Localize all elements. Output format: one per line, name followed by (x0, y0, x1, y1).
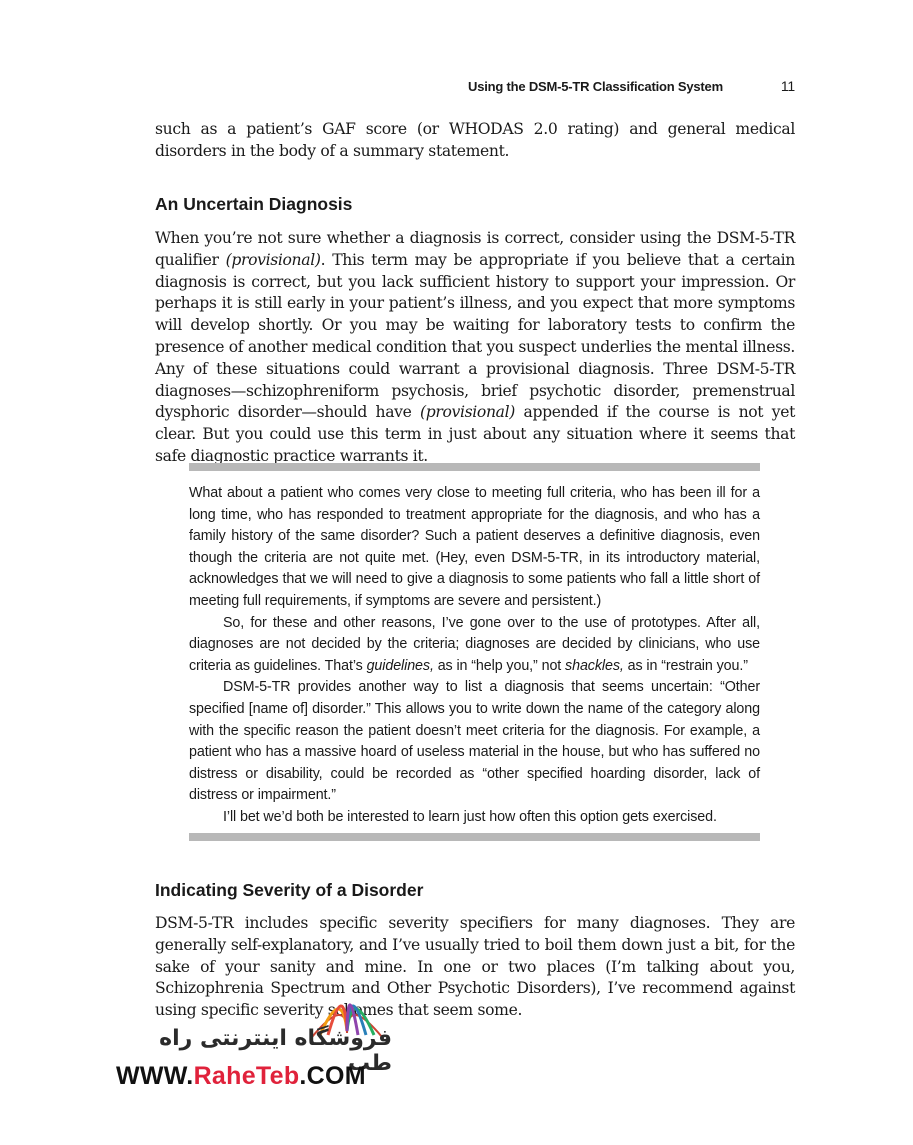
box-paragraph-3: DSM-5-TR provides another way to list a diagnosis that seems uncertain: “Other specified [name of] disorder.” This allows you to write down the name of the category along with the specific reason the patient doesn’t meet criteria for the diagnosis. For example, a patient who has a massive hoard of useless material in the house, but who has suffered no distress or disability, could be recorded as “other specified hoarding disorder, lack of distress or impairment.” (189, 679, 760, 804)
intro-paragraph: such as a patient’s GAF score (or WHODAS 2.0 rating) and general medical disorders in the body of a summary statement. (155, 120, 795, 160)
url-suffix: .COM (299, 1062, 366, 1090)
emphasis-guidelines: guidelines, (366, 657, 434, 674)
box-paragraph-1: What about a patient who comes very close to meeting full criteria, who has been ill for a long time, who has responded to treatment appropriate for the diagnosis, and who has a family history of the same disorder? Such a patient deserves a definitive diagnosis, even though the criteria are not quite met. (Hey, even DSM-5-TR, in its introductory material, acknowledges that we will need to give a diagnosis to some patients who fall a little short of meeting full requirements, if symptoms are severe and persistent.) (189, 485, 760, 609)
text-run: When you’re not sure whether a diagnosis is correct, consider using the DSM-5-TR qualifier (155, 229, 795, 269)
box-paragraph-2 (189, 613, 760, 678)
severity-paragraph: DSM-5-TR includes specific severity specifiers for many diagnoses. They are generally self-explanatory, and I’ve usually tried to boil them down just a bit, for the sake of your sanity and mine. In one or two places (I’m talking about you, Schizophrenia Spectrum and Other Psychotic Disorders), I’ve recommend against using specific severity schemes that seem some. (155, 914, 795, 1020)
section-heading-severity: Indicating Severity of a Disorder (155, 880, 424, 900)
url-prefix: WWW. (116, 1062, 194, 1090)
intro-block (155, 119, 795, 163)
text-run: . This term may be appropriate if you believe that a certain diagnosis is correct, but you lack sufficient history to support your impression. Or perhaps it is still early in your patient’s illness, and you expect that more symptoms will develop shortly. Or you may be waiting for laboratory tests to confirm the presence of another medical condition that you suspect underlies the mental illness. Any of these situations could warrant a provisional diagnosis. Three DSM-5-TR diagnoses—schizophreniform psychosis, brief psychotic disorder, premenstrual dysphoric disorder—should have (155, 250, 795, 422)
running-head (468, 78, 795, 94)
url-brand: RaheTeb (193, 1062, 300, 1090)
watermark (112, 1020, 402, 1095)
severity-block (155, 913, 795, 1022)
watermark-persian-text: فروشگاه اینترنتی راه طب (159, 1026, 392, 1076)
uncertain-diagnosis-block (155, 228, 795, 468)
section-heading-uncertain-diagnosis: An Uncertain Diagnosis (155, 194, 353, 214)
text-run: as in “restrain you.” (623, 657, 748, 674)
provisional-qualifier: (provisional) (420, 403, 515, 422)
text-run: So, for these and other reasons, I’ve gone over to the use of prototypes. After all, diagnoses are not decided by the criteria; diagnoses are decided by clinicians, who use criteria as guidelines. That’s (189, 614, 760, 674)
text-run: appended if the course is not yet clear. But you could use this term in just about any situation where it seems that safe diagnostic practice warrants it. (155, 403, 795, 465)
sidebar-box (189, 463, 760, 841)
running-head-title: Using the DSM-5-TR Classification System (468, 79, 723, 94)
text-run: as in “help you,” not (433, 657, 566, 674)
provisional-qualifier: (provisional) (225, 250, 321, 269)
uncertain-diagnosis-paragraph (155, 228, 795, 468)
box-paragraph-4: I’ll bet we’d both be interested to learn just how often this option gets exercised. (223, 808, 717, 825)
emphasis-shackles: shackles, (565, 657, 624, 674)
page-number: 11 (780, 78, 795, 94)
watermark-url (116, 1062, 366, 1091)
